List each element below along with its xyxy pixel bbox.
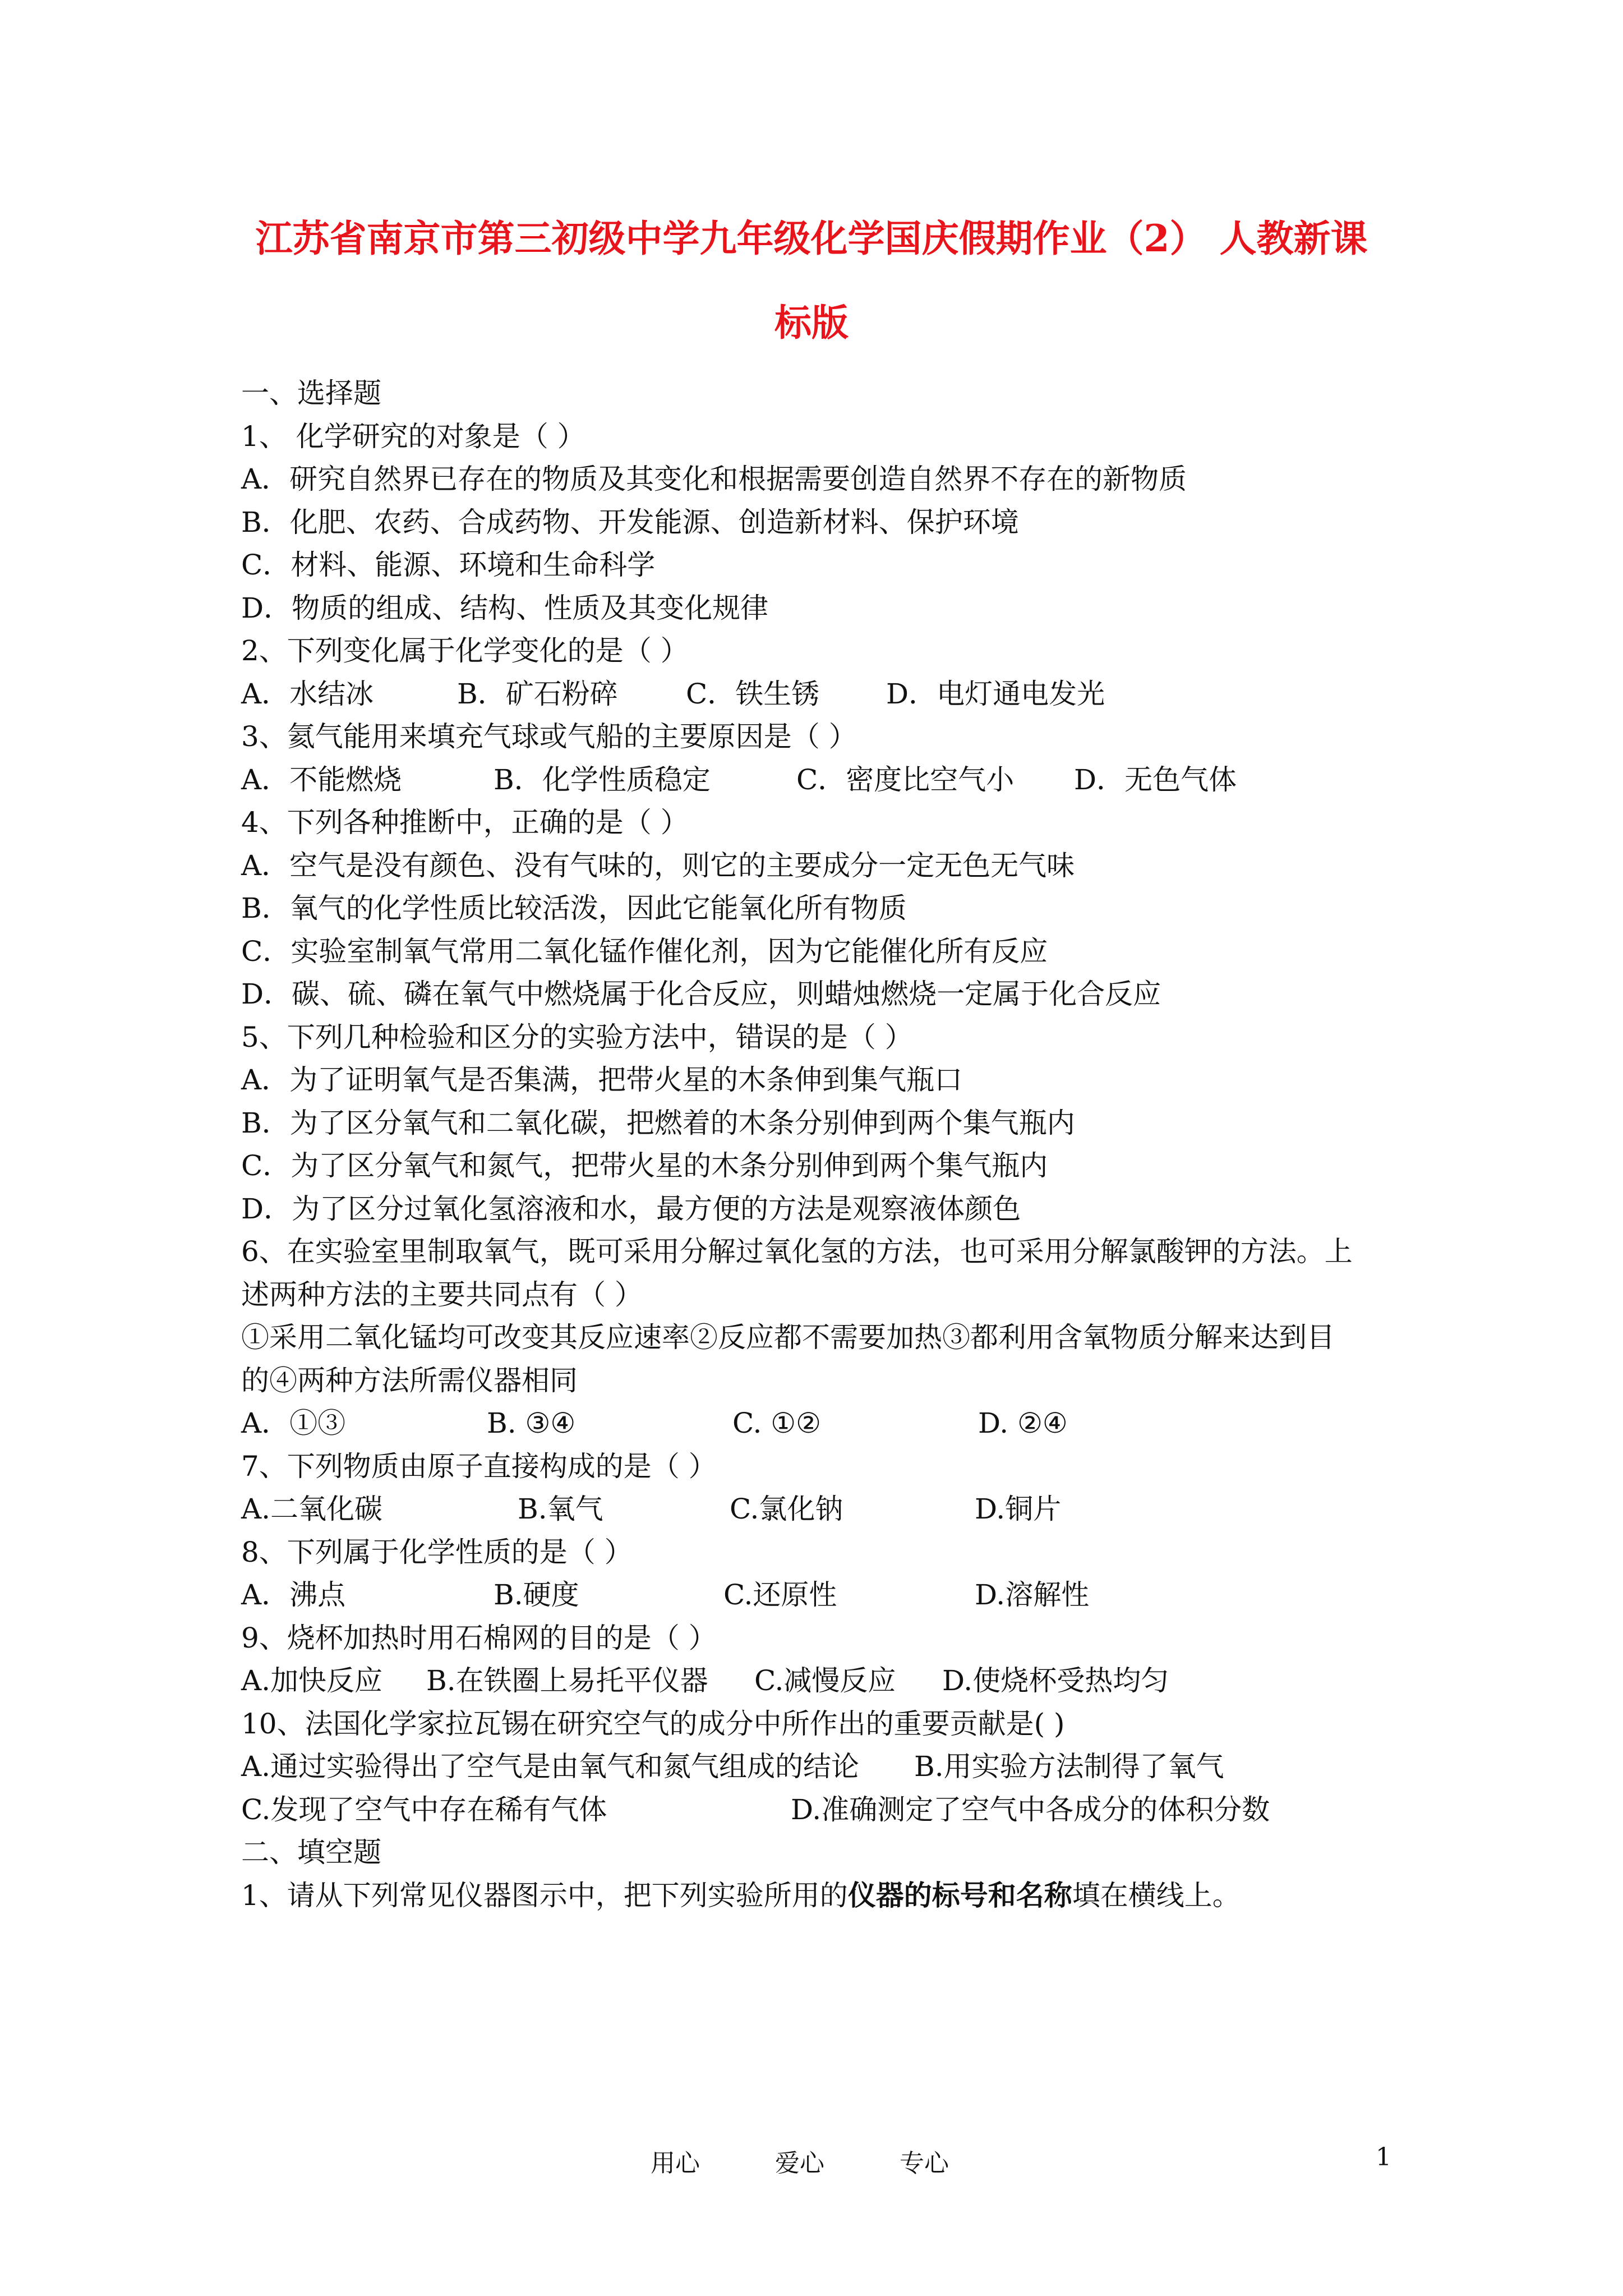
q2-options xyxy=(241,673,1391,716)
q7-option-b: B.氧气 xyxy=(518,1493,603,1525)
document-body xyxy=(241,372,1391,1917)
q8-options xyxy=(241,1573,1391,1617)
q10-option-b: B.用实验方法制得了氧气 xyxy=(914,1750,1224,1783)
q1-option-c: C．材料、能源、环境和生命科学 xyxy=(241,549,656,581)
q10-option-d: D.准确测定了空气中各成分的体积分数 xyxy=(791,1793,1270,1826)
q10-option-a: A.通过实验得出了空气是由氧气和氮气组成的结论 xyxy=(241,1750,860,1783)
q2-option-b: B．矿石粉碎 xyxy=(457,677,618,710)
q3-option-a: A．不能燃烧 xyxy=(241,763,402,796)
q4-option-b: B．氧气的化学性质比较活泼，因此它能氧化所有物质 xyxy=(241,892,907,924)
q3-stem: 3、氦气能用来填充气球或气船的主要原因是（ ） xyxy=(241,720,857,753)
q4-option-d: D．碳、硫、磷在氧气中燃烧属于化合反应，则蜡烛燃烧一定属于化合反应 xyxy=(241,978,1161,1010)
q7-option-d: D.铜片 xyxy=(975,1493,1062,1525)
fill1-text-pre: 1、请从下列常见仪器图示中，把下列实验所用的 xyxy=(241,1879,848,1912)
section-heading-fill: 二、填空题 xyxy=(241,1836,381,1869)
q9-stem: 9、烧杯加热时用石棉网的目的是（ ） xyxy=(241,1621,717,1654)
footer-motto-1: 用心 xyxy=(651,2149,700,2178)
q8-option-b: B.硬度 xyxy=(494,1579,579,1611)
footer-motto-2: 爱心 xyxy=(775,2149,824,2178)
q1-option-a: A．研究自然界已存在的物质及其变化和根据需要创造自然界不存在的新物质 xyxy=(241,463,1187,495)
page-number: 1 xyxy=(1376,2143,1391,2171)
q10-option-c: C.发现了空气中存在稀有气体 xyxy=(241,1793,607,1826)
q6-option-b: B. ③④ xyxy=(487,1407,576,1439)
q4-option-c: C．实验室制氧气常用二氧化锰作催化剂，因为它能催化所有反应 xyxy=(241,935,1048,968)
page-footer xyxy=(0,2143,1623,2182)
q6-option-c: C. ①② xyxy=(732,1407,821,1439)
q9-options xyxy=(241,1659,1391,1703)
q9-option-c: C.减慢反应 xyxy=(754,1664,896,1697)
q3-option-d: D．无色气体 xyxy=(1074,763,1237,796)
q6-option-a: A．①③ xyxy=(241,1407,346,1439)
section-heading-choice: 一、选择题 xyxy=(241,377,381,409)
q8-stem: 8、下列属于化学性质的是（ ） xyxy=(241,1535,633,1568)
q4-stem: 4、下列各种推断中，正确的是（ ） xyxy=(241,806,689,839)
q6-option-d: D. ②④ xyxy=(978,1407,1068,1439)
q9-option-b: B.在铁圈上易托平仪器 xyxy=(426,1664,708,1697)
q1-option-b: B．化肥、农药、合成药物、开发能源、创造新材料、保护环境 xyxy=(241,505,1019,539)
q3-option-c: C．密度比空气小 xyxy=(796,763,1015,796)
q3-option-b: B．化学性质稳定 xyxy=(494,763,711,796)
q6-stem-line3: ①采用二氧化锰均可改变其反应速率②反应都不需要加热③都利用含氧物质分解来达到目 xyxy=(241,1321,1335,1354)
q9-option-a: A.加快反应 xyxy=(241,1664,383,1697)
q7-option-c: C.氯化钠 xyxy=(730,1493,843,1525)
q6-stem-line2: 述两种方法的主要共同点有（ ） xyxy=(241,1278,643,1311)
q2-option-c: C．铁生锈 xyxy=(686,677,820,710)
q7-option-a: A.二氧化碳 xyxy=(241,1493,383,1525)
q7-options xyxy=(241,1488,1391,1531)
document-title-line2: 标版 xyxy=(774,301,849,344)
q6-stem-line4: 的④两种方法所需仪器相同 xyxy=(241,1364,578,1397)
q2-stem: 2、下列变化属于化学变化的是（ ） xyxy=(241,634,689,667)
q4-option-a: A．空气是没有颜色、没有气味的，则它的主要成分一定无色无气味 xyxy=(241,849,1075,882)
q3-options xyxy=(241,758,1391,802)
q5-stem: 5、下列几种检验和区分的实验方法中，错误的是（ ） xyxy=(241,1020,913,1053)
q6-options xyxy=(241,1402,1391,1445)
q2-option-d: D．电灯通电发光 xyxy=(886,677,1105,710)
q8-option-d: D.溶解性 xyxy=(975,1579,1090,1611)
fill1-stem xyxy=(241,1874,1391,1917)
q6-stem-line1: 6、在实验室里制取氧气，既可采用分解过氧化氢的方法，也可采用分解氯酸钾的方法。上 xyxy=(241,1235,1353,1268)
q5-option-a: A．为了证明氧气是否集满，把带火星的木条伸到集气瓶口 xyxy=(241,1064,963,1096)
document-title-line1: 江苏省南京市第三初级中学九年级化学国庆假期作业（2） 人教新课 xyxy=(255,217,1368,260)
q8-option-a: A．沸点 xyxy=(241,1579,346,1611)
q10-options-row2 xyxy=(241,1788,1391,1832)
q5-option-c: C．为了区分氧气和氮气，把带火星的木条分别伸到两个集气瓶内 xyxy=(241,1149,1048,1182)
q1-stem: 1、 化学研究的对象是（ ） xyxy=(241,420,585,453)
q5-option-d: D．为了区分过氧化氢溶液和水，最方便的方法是观察液体颜色 xyxy=(241,1192,1021,1225)
q8-option-c: C.还原性 xyxy=(723,1579,837,1611)
q10-stem: 10、法国化学家拉瓦锡在研究空气的成分中所作出的重要贡献是( ) xyxy=(241,1707,1065,1740)
fill1-text-post: 填在横线上。 xyxy=(1072,1879,1241,1912)
q10-options-row1 xyxy=(241,1745,1391,1788)
q7-stem: 7、下列物质由原子直接构成的是（ ） xyxy=(241,1450,717,1483)
footer-motto-3: 专心 xyxy=(900,2149,949,2178)
q9-option-d: D.使烧杯受热均匀 xyxy=(942,1664,1169,1697)
fill1-text-bold: 仪器的标号和名称 xyxy=(847,1878,1072,1912)
q2-option-a: A．水结冰 xyxy=(241,677,374,710)
q5-option-b: B．为了区分氧气和二氧化碳，把燃着的木条分别伸到两个集气瓶内 xyxy=(241,1106,1075,1139)
footer-motto xyxy=(651,2143,1016,2179)
q1-option-d: D．物质的组成、结构、性质及其变化规律 xyxy=(241,591,769,624)
